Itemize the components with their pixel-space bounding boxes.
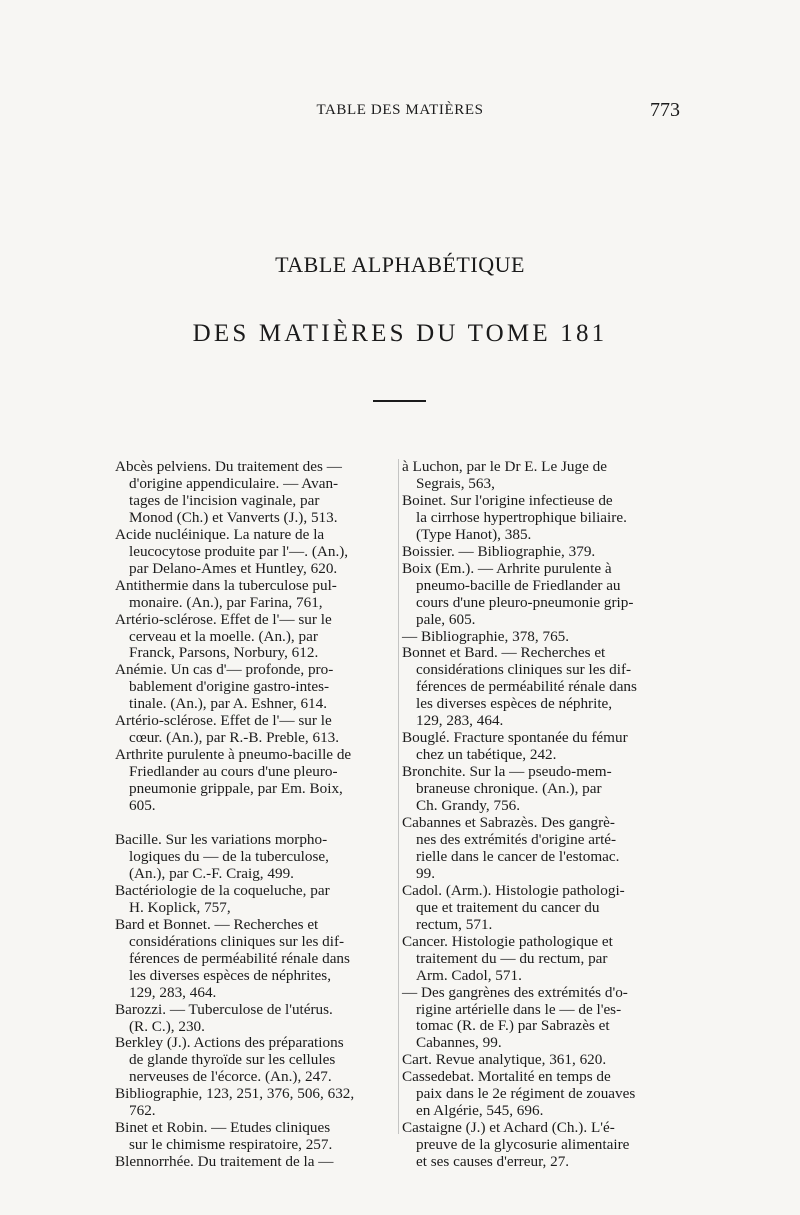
index-entry-line: les diverses espèces de néphrites, [129,966,332,984]
index-entry-line: considérations cliniques sur les dif- [129,932,345,950]
index-entry-line: tages de l'incision vaginale, par [129,491,320,509]
index-entry-line: rigine artérielle dans le — de l'es- [416,1000,622,1018]
section-gap [115,815,398,832]
index-entry-line: Artério-sclérose. Effet de l'— sur le [115,610,332,628]
index-entry-line: 605. [129,797,156,815]
index-entry-line: Bacille. Sur les variations morpho- [115,831,328,849]
index-entry-line: Ch. Grandy, 756. [416,797,521,815]
index-entry-line: Boinet. Sur l'origine infectieuse de [402,491,613,509]
index-entry-line: Bronchite. Sur la — pseudo-mem- [402,763,612,781]
index-entry-line: à Luchon, par le Dr E. Le Juge de [402,458,607,475]
column-divider [398,459,399,1134]
index-entry-line: Antithermie dans la tuberculose pul- [115,576,337,594]
index-entry [402,883,698,934]
index-entry [115,1154,398,1171]
index-entry [115,1035,398,1086]
index-entry-line: en Algérie, 545, 696. [416,1102,544,1120]
index-entry-line: Bard et Bonnet. — Recherches et [115,915,319,933]
index-entry-line: Cancer. Histologie pathologique et [402,932,613,950]
index-entry-line: monaire. (An.), par Farina, 761, [129,593,323,611]
index-entry [115,713,398,747]
index-entry-line: (Type Hanot), 385. [416,525,532,543]
index-entry [402,1069,698,1120]
index-entry [402,1052,698,1069]
index-entry-line: Blennorrhée. Du traitement de la — [115,1153,334,1171]
index-entry-line: bablement d'origine gastro-intes- [129,678,330,696]
index-entry-line: 99. [416,864,435,882]
index-entry-line: cerveau et la moelle. (An.), par [129,627,318,645]
index-entry-line: rielle dans le cancer de l'estomac. [416,847,620,865]
index-entry-line: leucocytose produite par l'—. (An.), [129,542,349,560]
index-entry-line: Bactériologie de la coqueluche, par [115,881,330,899]
index-entry-line: Boissier. — Bibliographie, 379. [402,542,596,560]
index-entry-line: d'origine appendiculaire. — Avan- [129,474,339,492]
index-entry [115,883,398,917]
index-entry-line: Berkley (J.). Actions des préparations [115,1034,344,1052]
index-entry-line: (An.), par C.-F. Craig, 499. [129,864,294,882]
index-entry [402,815,698,883]
index-entry-line: nerveuses de l'écorce. (An.), 247. [129,1068,332,1086]
index-entry [402,645,698,730]
index-entry-line: chez un tabétique, 242. [416,746,557,764]
index-entry-line: de glande thyroïde sur les cellules [129,1051,336,1069]
title-rule [373,400,426,402]
index-entry-line: traitement du — du rectum, par [416,949,608,967]
index-entry-line: Cabannes et Sabrazès. Des gangrè- [402,814,615,832]
index-entry-line: logiques du — de la tuberculose, [129,847,329,865]
index-entry-line: par Delano-Ames et Huntley, 620. [129,559,338,577]
index-entry-line: braneuse chronique. (An.), par [416,780,602,798]
index-entry-line: Bibliographie, 123, 251, 376, 506, 632, [115,1085,355,1103]
index-entry-line: sur le chimisme respiratoire, 257. [129,1136,333,1154]
index-entry [402,493,698,544]
index-entry [402,459,698,493]
index-entry-line: cœur. (An.), par R.-B. Preble, 613. [129,729,340,747]
index-entry-line: Segrais, 563, [416,474,495,492]
page-number: 773 [650,99,680,121]
index-entry-line: tinale. (An.), par A. Eshner, 614. [129,695,328,713]
index-column-right [402,459,698,1171]
index-entry-line: férences de perméabilité rénale dans [129,949,350,967]
index-entry [115,527,398,578]
index-entry [115,1120,398,1154]
index-entry [115,1086,398,1120]
running-head [100,99,700,122]
index-entry [402,544,698,561]
index-entry-line: — Des gangrènes des extrémités d'o- [402,983,628,1001]
index-entry [402,985,698,1053]
index-entry-line: 762. [129,1102,156,1120]
index-entry-line: Bonnet et Bard. — Recherches et [402,644,606,662]
index-entry [402,934,698,985]
index-entry-line: Artério-sclérose. Effet de l'— sur le [115,712,332,730]
index-entry-line: Monod (Ch.) et Vanverts (J.), 513. [129,508,338,526]
index-entry-line: les diverses espèces de néphrite, [416,695,613,713]
index-entry-line: paix dans le 2e régiment de zouaves [416,1085,636,1103]
index-entry-line: pneumo-bacille de Friedlander au [416,576,621,594]
index-entry-line: que et traitement du cancer du [416,898,600,916]
index-entry-line: tomac (R. de F.) par Sabrazès et [416,1017,610,1035]
index-entry-line: Abcès pelviens. Du traitement des — [115,458,342,475]
index-entry [115,459,398,527]
index-entry-line: rectum, 571. [416,915,493,933]
index-entry-line: Boix (Em.). — Arhrite purulente à [402,559,612,577]
index-entry-line: Bouglé. Fracture spontanée du fémur [402,729,628,747]
index-entry-line: Cart. Revue analytique, 361, 620. [402,1051,607,1069]
index-entry-line: Cabannes, 99. [416,1034,502,1052]
index-entry-line: Arm. Cadol, 571. [416,966,522,984]
index-entry-line: Barozzi. — Tuberculose de l'utérus. [115,1000,333,1018]
index-column-left [115,459,398,1171]
index-entry-line: pale, 605. [416,610,476,628]
index-entry-line: férences de perméabilité rénale dans [416,678,637,696]
index-entry [115,917,398,1002]
index-entry-line: — Bibliographie, 378, 765. [402,627,570,645]
index-entry [115,1002,398,1036]
sub-title: DES MATIÈRES DU TOME 181 [192,320,608,347]
index-entry [402,629,698,646]
index-entry [402,764,698,815]
index-entry-line: Cadol. (Arm.). Histologie pathologi- [402,881,625,899]
index-entry-line: Binet et Robin. — Etudes cliniques [115,1119,331,1137]
index-entry [115,832,398,883]
index-entry-line: 129, 283, 464. [416,712,504,730]
main-title: TABLE ALPHABÉTIQUE [275,252,525,277]
index-entry-line: H. Koplick, 757, [129,898,231,916]
index-entry [115,662,398,713]
index-entry [402,561,698,629]
index-entry-line: Arthrite purulente à pneumo-bacille de [115,746,352,764]
index-entry-line: Franck, Parsons, Norbury, 612. [129,644,319,662]
index-entry-line: 129, 283, 464. [129,983,217,1001]
index-entry-line: la cirrhose hypertrophique biliaire. [416,508,627,526]
index-entry-line: Cassedebat. Mortalité en temps de [402,1068,611,1086]
index-entry-line: pneumonie grippale, par Em. Boix, [129,780,343,798]
index-entry-line: Acide nucléinique. La nature de la [115,525,325,543]
index-entry-line: preuve de la glycosurie alimentaire [416,1136,630,1154]
index-entry-line: Friedlander au cours d'une pleuro- [129,763,338,781]
index-entry-line: (R. C.), 230. [129,1017,205,1035]
index-entry [115,578,398,612]
index-entry-line: considérations cliniques sur les dif- [416,661,632,679]
index-entry [115,747,398,815]
index-entry [402,730,698,764]
index-entry [115,612,398,663]
index-entry-line: nes des extrémités d'origine arté- [416,830,617,848]
index-entry-line: Anémie. Un cas d'— profonde, pro- [115,661,334,679]
index-entry-line: et ses causes d'erreur, 27. [416,1153,570,1171]
index-entry-line: Castaigne (J.) et Achard (Ch.). L'é- [402,1119,615,1137]
running-title: TABLE DES MATIÈRES [316,102,484,118]
index-entry-line: cours d'une pleuro-pneumonie grip- [416,593,634,611]
index-entry [402,1120,698,1171]
